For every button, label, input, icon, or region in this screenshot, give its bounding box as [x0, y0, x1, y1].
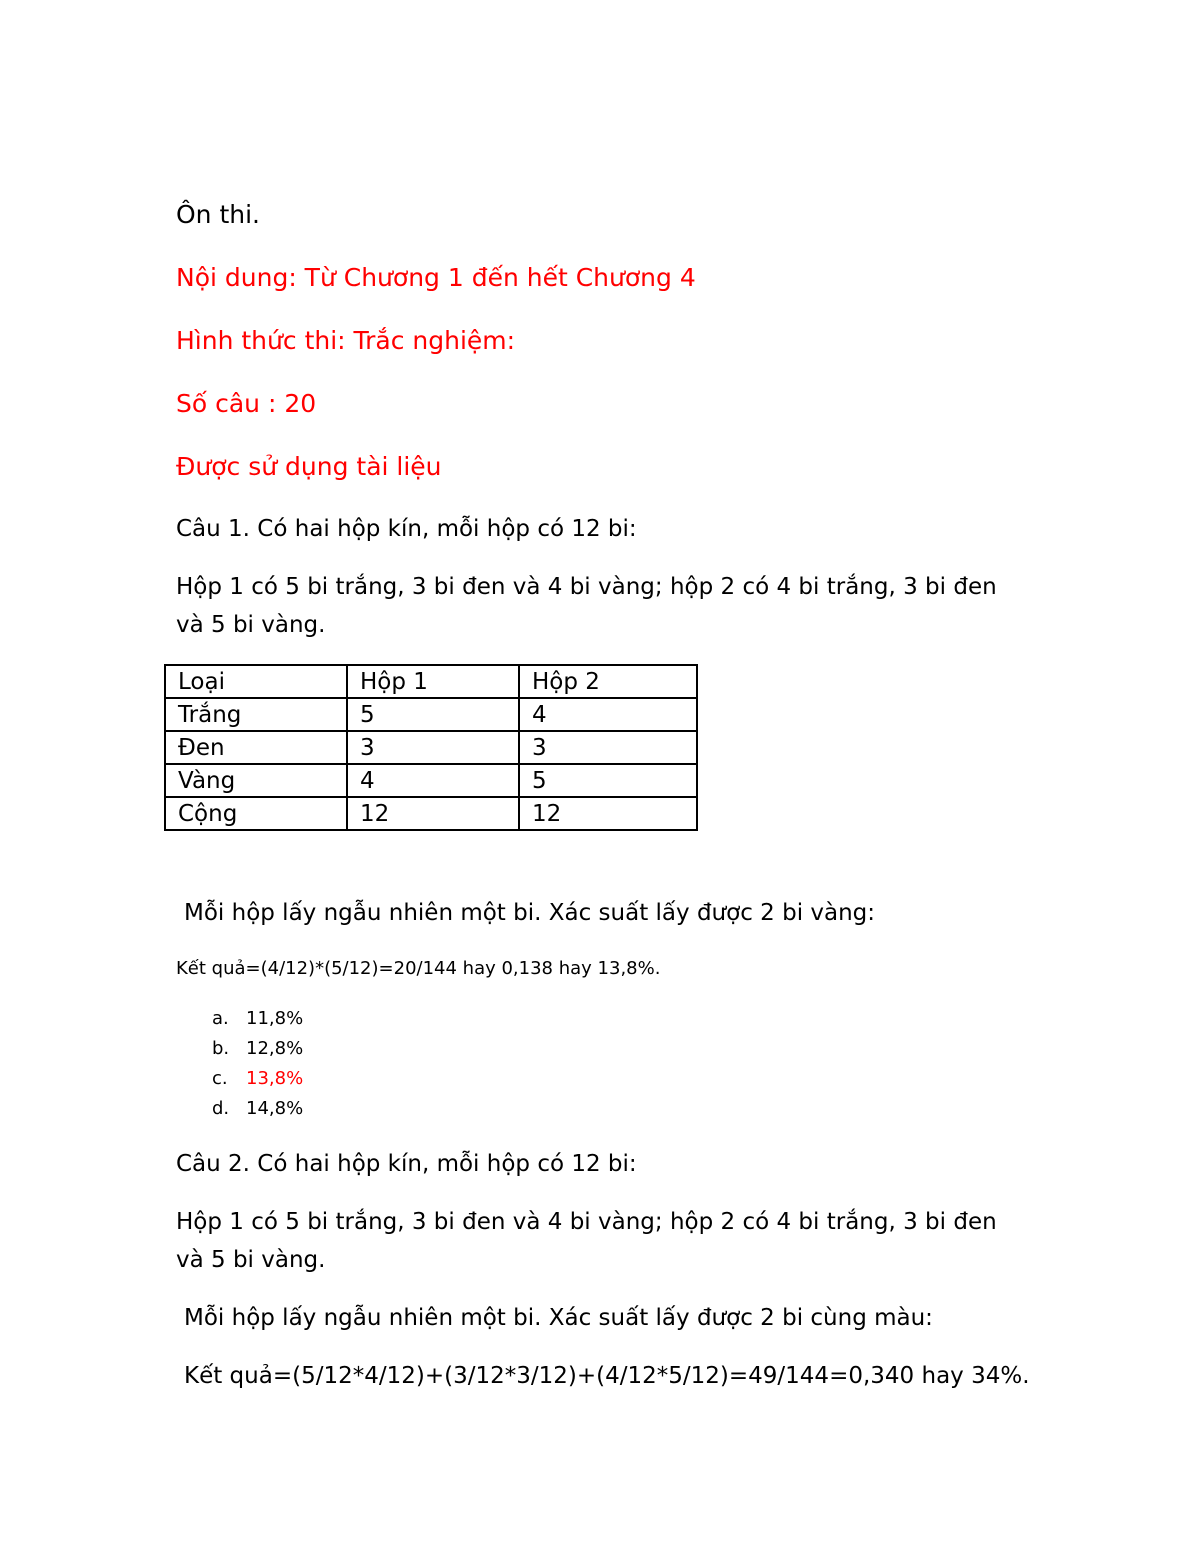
question-2-title: Câu 2. Có hai hộp kín, mỗi hộp có 12 bi: [176, 1151, 637, 1177]
table-cell: 4 [519, 698, 697, 731]
question-1-prompt: Mỗi hộp lấy ngẫu nhiên một bi. Xác suất lấy được 2 bi vàng: [184, 900, 876, 926]
option-text: 12,8% [246, 1038, 304, 1059]
answer-option-a[interactable] [212, 1008, 303, 1038]
option-letter: a. [212, 1008, 229, 1029]
page-title: Ôn thi. [176, 200, 261, 229]
table-header-cell: Hộp 1 [347, 665, 519, 698]
option-letter: c. [212, 1068, 228, 1089]
table-cell: Trắng [165, 698, 347, 731]
table-cell: Cộng [165, 797, 347, 830]
table-header-cell: Hộp 2 [519, 665, 697, 698]
table-cell: 5 [347, 698, 519, 731]
question-2-result: Kết quả=(5/12*4/12)+(3/12*3/12)+(4/12*5/12)=49/144=0,340 hay 34%. [184, 1363, 1030, 1389]
table-cell: Vàng [165, 764, 347, 797]
option-text: 14,8% [246, 1098, 304, 1119]
table-header-row [165, 665, 697, 698]
table-header-cell: Loại [165, 665, 347, 698]
question-2-description: Hộp 1 có 5 bi trắng, 3 bi đen và 4 bi vàng; hộp 2 có 4 bi trắng, 3 bi đen và 5 bi vàng. [176, 1209, 997, 1273]
question-1-description: Hộp 1 có 5 bi trắng, 3 bi đen và 4 bi vàng; hộp 2 có 4 bi trắng, 3 bi đen và 5 bi vàng. [176, 574, 997, 638]
table-cell: 12 [519, 797, 697, 830]
option-letter: d. [212, 1098, 230, 1119]
option-text: 11,8% [246, 1008, 304, 1029]
option-text-correct: 13,8% [246, 1068, 304, 1089]
table-cell: Đen [165, 731, 347, 764]
question-count-note: Số câu : 20 [176, 389, 317, 418]
option-letter: b. [212, 1038, 230, 1059]
question-1-result: Kết quả=(4/12)*(5/12)=20/144 hay 0,138 hay 13,8%. [176, 958, 661, 979]
table-cell: 3 [519, 731, 697, 764]
table-row [165, 764, 697, 797]
table-cell: 3 [347, 731, 519, 764]
table-cell: 5 [519, 764, 697, 797]
table-cell: 4 [347, 764, 519, 797]
table-row [165, 731, 697, 764]
answer-option-b[interactable] [212, 1038, 303, 1068]
distribution-table [164, 664, 698, 831]
table-row [165, 698, 697, 731]
answer-option-c[interactable] [212, 1068, 303, 1098]
exam-format-note: Hình thức thi: Trắc nghiệm: [176, 326, 516, 355]
answer-options-list [212, 1008, 303, 1128]
table-cell: 12 [347, 797, 519, 830]
question-2-prompt: Mỗi hộp lấy ngẫu nhiên một bi. Xác suất lấy được 2 bi cùng màu: [184, 1305, 933, 1331]
answer-option-d[interactable] [212, 1098, 303, 1128]
question-1-title: Câu 1. Có hai hộp kín, mỗi hộp có 12 bi: [176, 516, 637, 542]
table-row [165, 797, 697, 830]
exam-content-note: Nội dung: Từ Chương 1 đến hết Chương 4 [176, 263, 696, 292]
materials-allowed-note: Được sử dụng tài liệu [176, 452, 442, 481]
